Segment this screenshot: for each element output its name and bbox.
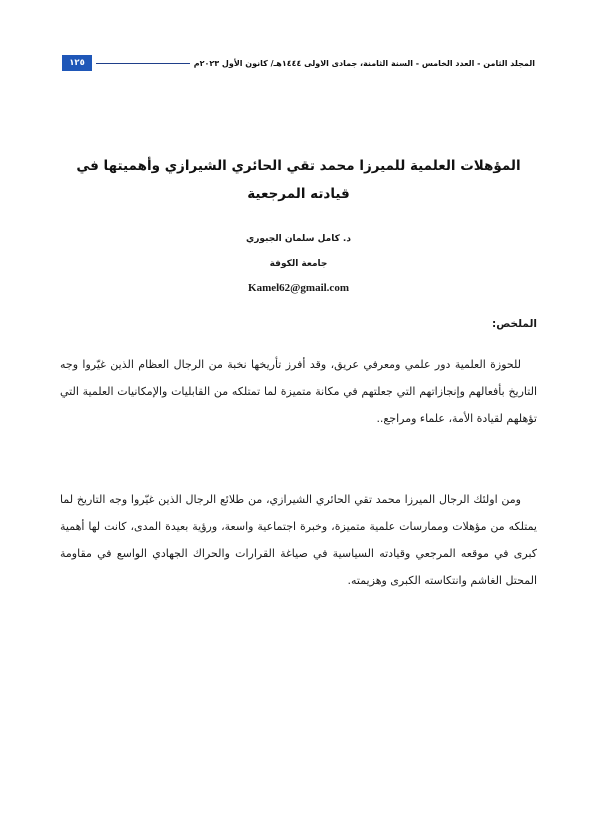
- running-header-text: المجلد الثامن - العدد الخامس - السنة الثامنة، جمادى الاولى ١٤٤٤هـ/ كانون الأول ٢٠٢٣م: [193, 58, 535, 68]
- page-number: ١٢٥: [62, 55, 92, 71]
- abstract-paragraph: ومن اولئك الرجال الميرزا محمد تقي الحائري الشيرازي، من طلائع الرجال الذين غيّروا وجه التاريخ لما يمتلكه من مؤهلات وممارسات علمية متميزة، وخبرة اجتماعية واسعة، ورؤية بعيدة المدى، كانت لها أهمية كبرى في موقعه المرجعي وقيادته السياسية في صياغة القرارات والحراك الجهادي الواسع في مقاومة المحتل الغاشم وانتكاسته الكبرى وهزيمته.: [60, 493, 537, 587]
- header-rule: [96, 63, 190, 64]
- abstract-paragraph: للحوزة العلمية دور علمي ومعرفي عريق، وقد أفرز تأريخها نخبة من الرجال العظام الذين غيّروا وجه التاريخ بأفعالهم وإنجازاتهم التي جعلتهم في مكانة متميزة لما تمتلكه من القابليات والإمكانيات العلمية التي تؤهلهم لقيادة الأمة، علماء ومراجع..: [60, 358, 537, 425]
- author-name: د. كامل سلمان الجبوري: [246, 234, 351, 244]
- abstract-heading: الملخص:: [492, 318, 537, 330]
- author-email: Kamel62@gmail.com: [248, 282, 349, 294]
- article-title: المؤهلات العلمية للميرزا محمد تقي الحائري الشيرازي وأهميتها في قيادته المرجعية: [76, 158, 521, 202]
- author-affiliation: جامعة الكوفة: [269, 259, 328, 269]
- running-header: [62, 55, 535, 71]
